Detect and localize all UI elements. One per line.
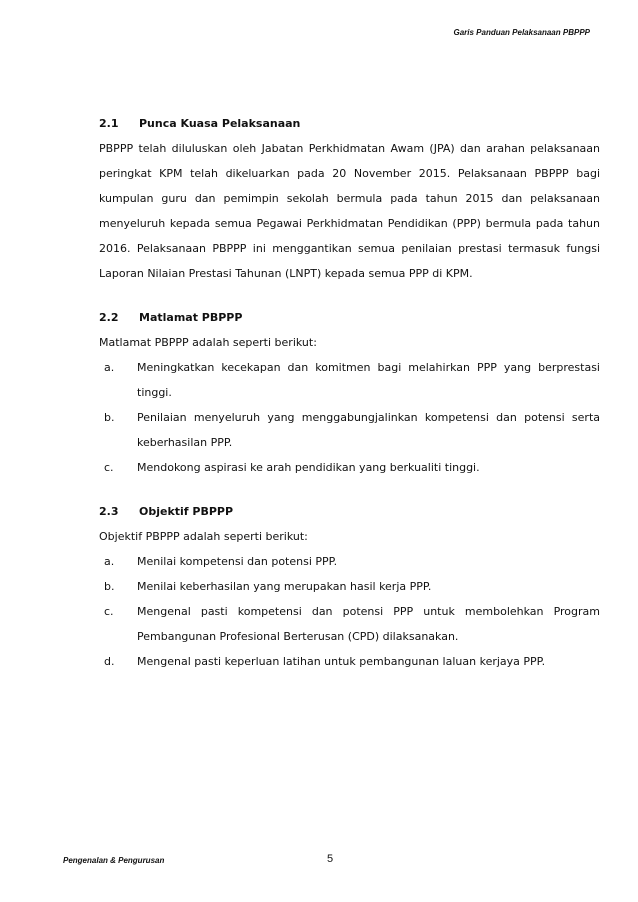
list-item-text: Menilai kompetensi dan potensi PPP. — [137, 555, 338, 568]
list-item-text: Meningkatkan kecekapan dan komitmen bagi melahirkan PPP yang berprestasi tinggi. — [137, 361, 600, 399]
list-item-text: Penilaian menyeluruh yang menggabungjalinkan kompetensi dan potensi serta keberhasilan PPP. — [137, 411, 600, 449]
running-footer: Pengenalan & Pengurusan — [63, 856, 165, 865]
list-item-letter: d. — [104, 655, 115, 668]
list-item — [99, 405, 600, 455]
section-heading — [99, 499, 600, 524]
list-item — [99, 549, 600, 574]
section-intro: Objektif PBPPP adalah seperti berikut: — [99, 530, 308, 543]
list-item-letter: a. — [104, 555, 115, 568]
section-2-3 — [99, 499, 600, 674]
list-item — [99, 599, 600, 649]
section-intro: Matlamat PBPPP adalah seperti berikut: — [99, 336, 317, 349]
list-item-letter: a. — [104, 361, 115, 374]
list-item — [99, 649, 600, 674]
list-item — [99, 355, 600, 405]
list-item — [99, 455, 600, 480]
list-item-letter: c. — [104, 461, 114, 474]
list-item-letter: b. — [104, 580, 115, 593]
section-number: 2.3 — [99, 505, 119, 518]
list-item-text: Mengenal pasti kompetensi dan potensi PPP untuk membolehkan Program Pembangunan Profesional Berterusan (CPD) dilaksanakan. — [137, 605, 600, 643]
list-item-text: Menilai keberhasilan yang merupakan hasil kerja PPP. — [137, 580, 432, 593]
section-heading — [99, 111, 600, 136]
section-2-1 — [99, 111, 600, 286]
section-heading — [99, 305, 600, 330]
list-item-letter: b. — [104, 411, 115, 424]
section-title: Objektif PBPPP — [139, 505, 234, 518]
list-item-text: Mengenal pasti keperluan latihan untuk pembangunan laluan kerjaya PPP. — [137, 655, 546, 668]
list-item-letter: c. — [104, 605, 114, 618]
list-item-text: Mendokong aspirasi ke arah pendidikan yang berkualiti tinggi. — [137, 461, 480, 474]
section-title: Punca Kuasa Pelaksanaan — [139, 117, 301, 130]
page-content — [99, 111, 600, 693]
section-number: 2.2 — [99, 311, 119, 324]
section-number: 2.1 — [99, 117, 119, 130]
section-title: Matlamat PBPPP — [139, 311, 243, 324]
section-2-2 — [99, 305, 600, 480]
running-header: Garis Panduan Pelaksanaan PBPPP — [453, 28, 590, 37]
page-number: 5 — [327, 853, 334, 865]
list-item — [99, 574, 600, 599]
section-paragraph: PBPPP telah diluluskan oleh Jabatan Perkhidmatan Awam (JPA) dan arahan pelaksanaan peringkat KPM telah dikeluarkan pada 20 November 2015. Pelaksanaan PBPPP bagi kumpulan guru dan pemimpin sekolah bermula pada tahun 2015 dan pelaksanaan menyeluruh kepada semua Pegawai Perkhidmatan Pendidikan (PPP) bermula pada tahun 2016. Pelaksanaan PBPPP ini menggantikan semua penilaian prestasi termasuk fungsi Laporan Nilaian Prestasi Tahunan (LNPT) kepada semua PPP di KPM. — [99, 142, 600, 280]
